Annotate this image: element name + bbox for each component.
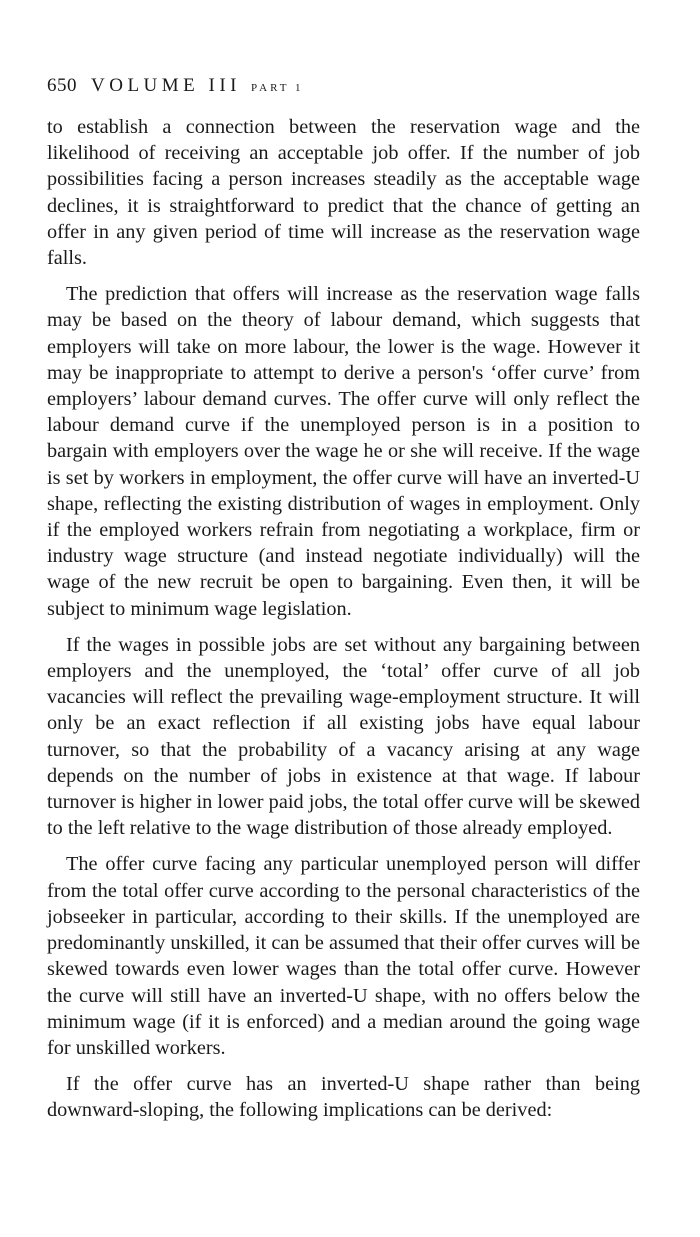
part-label: PART 1 bbox=[251, 82, 304, 94]
page-number: 650 bbox=[47, 75, 77, 96]
body-paragraph: to establish a connection between the reservation wage and the likelihood of receiving an acceptable job offer. If the number of job possibilities facing a person increases steadily as the acceptable wage declines, it is straightforward to predict that the chance of getting an offer in any given period of time will increase as the reservation wage falls. bbox=[47, 116, 640, 270]
running-head bbox=[47, 72, 640, 102]
body-paragraph: The prediction that offers will increase as the reservation wage falls may be based on the theory of labour demand, which suggests that employers will take on more labour, the lower is the wage. However it may be inappropriate to attempt to derive a person's ‘offer curve’ from employers’ labour demand curves. The offer curve will only reflect the labour demand curve if the unemployed person is in a position to bargain with employers over the wage he or she will receive. If the wage is set by workers in employment, the offer curve will have an inverted-U shape, reflecting the existing distribution of wages in employment. Only if the employed workers refrain from negotiating a workplace, firm or industry wage structure (and instead negotiate individually) will the wage of the new recruit be open to bargaining. Even then, it will be subject to minimum wage legislation. bbox=[47, 283, 640, 620]
body-paragraph: The offer curve facing any particular unemployed person will differ from the total offer curve according to the personal characteristics of the jobseeker in particular, according to their skills. If the unemployed are predominantly unskilled, it can be assumed that their offer curves will be skewed towards even lower wages than the total offer curve. However the curve will still have an inverted-U shape, with no offers below the minimum wage (if it is enforced) and a median around the going wage for unskilled workers. bbox=[47, 853, 640, 1059]
body-paragraph: If the wages in possible jobs are set without any bargaining between employers and the unemployed, the ‘total’ offer curve of all job vacancies will reflect the prevailing wage-employment structure. It will only be an exact reflection if all existing jobs have equal labour turnover, so that the probability of a vacancy arising at any wage depends on the number of jobs in existence at that wage. If labour turnover is higher in lower paid jobs, the total offer curve will be skewed to the left relative to the wage distribution of those already employed. bbox=[47, 633, 640, 840]
book-page bbox=[47, 72, 640, 1134]
volume-label: VOLUME III bbox=[91, 75, 242, 96]
body-paragraph: If the offer curve has an inverted-U shape rather than being downward-sloping, the following implications can be derived: bbox=[47, 1073, 640, 1122]
